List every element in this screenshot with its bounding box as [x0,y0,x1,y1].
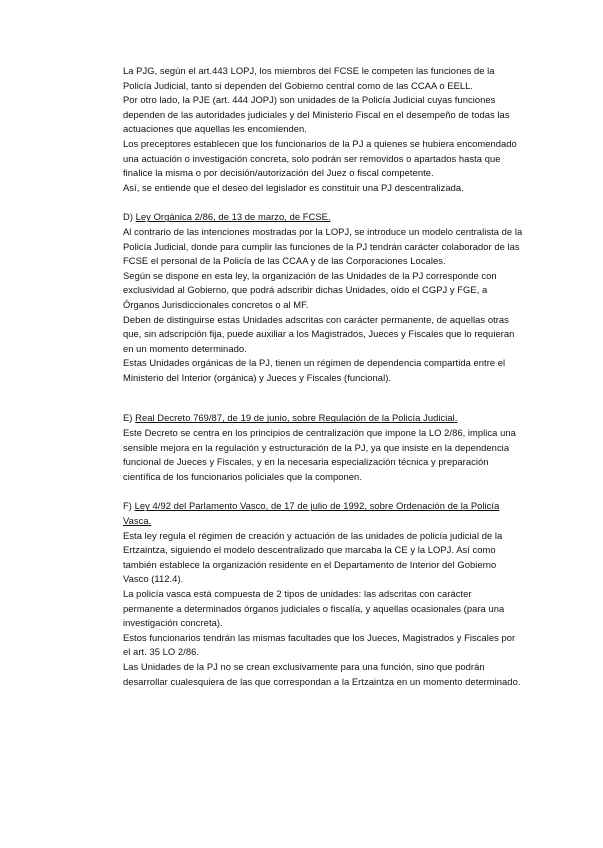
section-d-paragraph: Según se dispone en esta ley, la organización de las Unidades de la PJ corresponde con exclusividad al Gobierno, que podrá adscribir dichas Unidades, oído el CGPJ y FGE, a Órganos Jurisdiccionales concretos o al MF. [123,269,497,310]
spacer [123,484,523,499]
section-f-paragraph: Esta ley regula el régimen de creación y actuación de las unidades de policía judicial de la Ertzaintza, siguiendo el modelo descentralizado que marcaba la CE y la LOPJ. Así como también establece la organización residente en el Departamento de Interior del Gobierno Vasco (112.4). [123,529,503,585]
section-d-heading [123,210,523,225]
section-e-title: Real Decreto 769/87, de 19 de junio, sobre Regulación de la Policía Judicial. [135,412,458,424]
paragraph-pjg: La PJG, según el art.443 LOPJ, los miembros del FCSE le competen las funciones de la Policía Judicial, tanto si dependen del Gobierno central como de las CCAA o EELL. [123,65,495,91]
document-page [123,64,523,689]
paragraph-pje: Por otro lado, la PJE (art. 444 JOPJ) son unidades de la Policía Judicial cuyas funciones dependen de las autoridades judiciales y del Ministerio Fiscal en el desempeño de todas las actuaciones que aquellas les encomienden. [123,94,510,135]
paragraph-preceptores: Los preceptores establecen que los funcionarios de la PJ a quienes se hubiera encomendado una actuación o investigación concreta, solo podrán ser removidos o apartados hasta que finalice la misma o por decisión/autorización del Juez o fiscal competente. [123,137,517,179]
section-d-title: Ley Orgánica 2/86, de 13 de marzo, de FCSE. [135,211,331,223]
section-e-paragraph: Este Decreto se centra en los principios de centralización que impone la LO 2/86, implica una sensible mejora en la regulación y estructuración de la PJ, ya que insiste en la dependencia funcional de Jueces y Fiscales, y en la necesaria especialización técnica y preparación científica de los funcionarios policiales que la componen. [123,427,516,482]
section-e-heading [123,411,523,426]
section-d-paragraph: Al contrario de las intenciones mostradas por la LOPJ, se introduce un modelo centralista de la Policía Judicial, donde para cumplir las funciones de la PJ tendrán carácter colaborador de las FCSE el personal de la Policía de las CCAA y de las Corporaciones Locales. [123,225,523,267]
section-f-heading [123,499,523,528]
section-f-paragraph: La policía vasca está compuesta de 2 tipos de unidades: las adscritas con carácter permanente a determinados órganos judiciales o fiscalía, y aquellas ocasionales (para una investigación concreta). [123,588,505,629]
section-d-paragraph: Deben de distinguirse estas Unidades adscritas con carácter permanente, de aquellas otras que, sin adscripción fija, puede auxiliar a los Magistrados, Jueces y Fiscales que lo requieran en un momento determinado. [123,313,515,354]
section-d-paragraph: Estas Unidades orgánicas de la PJ, tienen un régimen de dependencia compartida entre el Ministerio del Interior (orgánica) y Jueces y Fiscales (funcional). [123,357,506,383]
section-d-prefix: D) [123,211,136,223]
section-f-paragraph: Las Unidades de la PJ no se crean exclusivamente para una función, sino que podrán desarrollar cualesquiera de las que correspondan a la Ertzaintza en un momento determinado. [123,660,521,687]
section-e-prefix: E) [123,412,136,424]
section-f-prefix: F) [123,500,135,512]
section-f-paragraph: Estos funcionarios tendrán las mismas facultades que los Jueces, Magistrados y Fiscales por el art. 35 LO 2/86. [123,631,516,658]
paragraph-conclusion: Así, se entiende que el deseo del legislador es constituir una PJ descentralizada. [123,181,464,193]
section-f-title: Ley 4/92 del Parlamento Vasco, de 17 de julio de 1992, sobre Ordenación de la Policía Vasca. [123,500,500,527]
spacer [123,385,523,411]
spacer [123,195,523,210]
